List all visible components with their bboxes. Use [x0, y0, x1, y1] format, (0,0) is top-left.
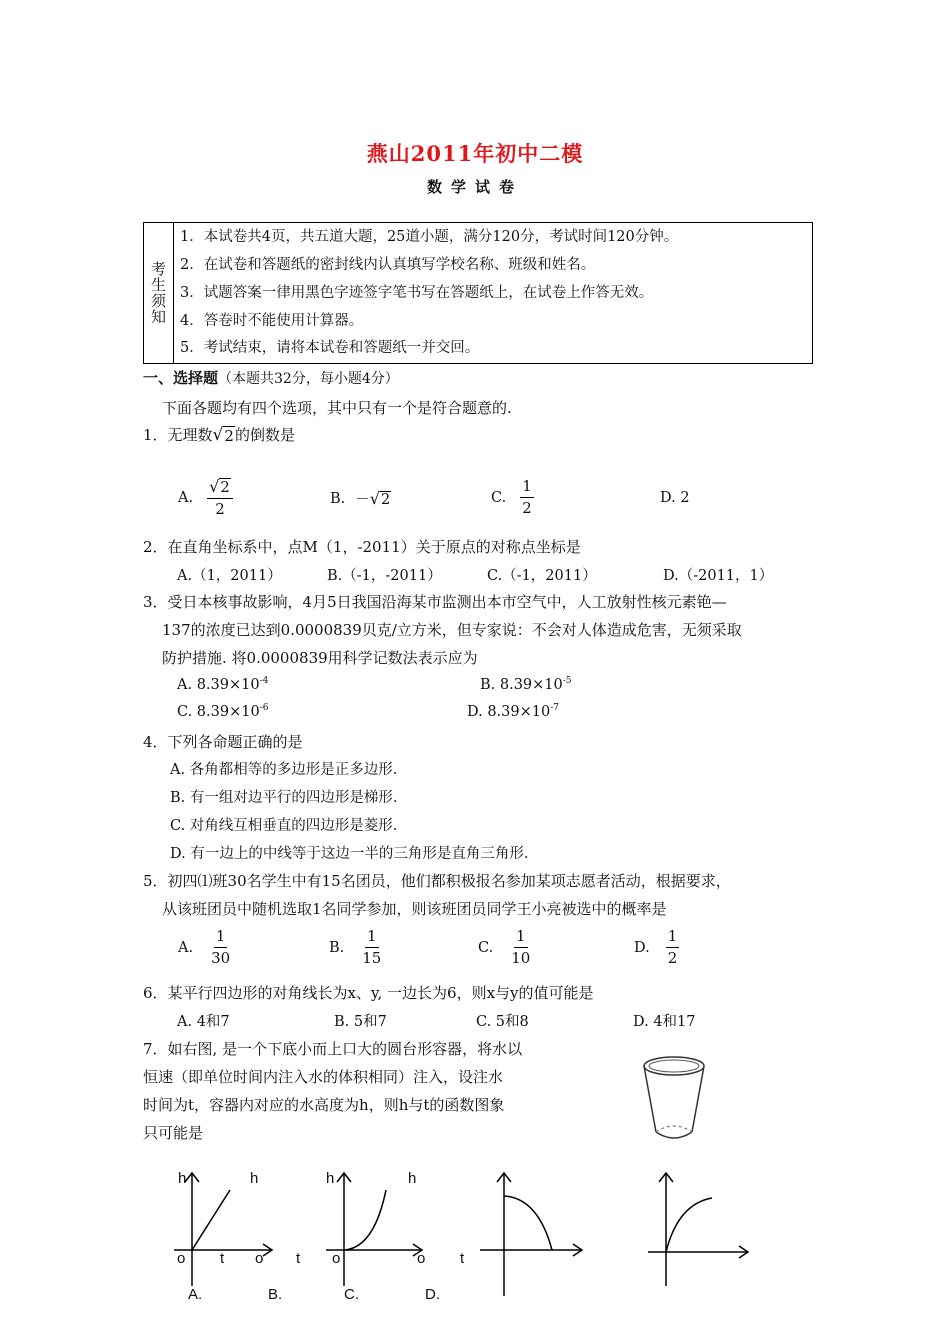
q5-option-c: C. $\frac{1}{10}$ — [478, 927, 531, 968]
q5-option-d: D. $\frac{1}{2}$ — [634, 927, 678, 968]
q5-a-den: 30 — [211, 949, 231, 968]
q5-d-num: 1 — [666, 928, 680, 948]
question-5-line: 从该班团员中随机选取1名同学参加，则该班团员同学王小亮被选中的概率是 — [162, 900, 667, 918]
q4-option-a: A. 各角都相等的多边形是正多边形. — [170, 762, 398, 778]
q4-option-c: C. 对角线互相垂直的四边形是菱形. — [170, 818, 398, 834]
exam-subtitle: 数学试卷 — [426, 178, 523, 196]
graph-c-origin-label: o — [417, 1250, 426, 1267]
question-7-line: 时间为t，容器内对应的水高度为h，则h与t的函数图象 — [143, 1096, 505, 1114]
q5-option-a: A. $\frac{1}{30}$ — [178, 927, 231, 968]
graph-b-origin-label: o — [255, 1250, 264, 1267]
sqrt-symbol: √ 2 — [212, 425, 234, 445]
exam-notice-box — [143, 222, 813, 364]
graph-b-h-label-2: h — [408, 1170, 417, 1187]
question-6-stem: 6．某平行四边形的对角线长为x、y, 一边长为6，则x与y的值可能是 — [143, 984, 594, 1002]
q1-c-fraction — [520, 478, 534, 518]
q1-a-radicand: 2 — [220, 478, 230, 497]
graph-c — [480, 1168, 590, 1298]
q1-a-fraction: √ 2 2 — [207, 478, 233, 519]
graph-b-t-label: t — [296, 1250, 301, 1267]
section-instruction: 下面各题均有四个选项，其中只有一个是符合题意的. — [162, 399, 512, 417]
question-3-line: 防护措施. 将0.0000839用科学记数法表示应为 — [162, 649, 478, 667]
graph-a — [172, 1168, 282, 1288]
q5-b-num: 1 — [365, 928, 379, 948]
q1-stem-before: 1．无理数 — [143, 426, 213, 444]
q3-option-b: B. $8.39\times 10^{-5}$ — [480, 676, 572, 693]
q1-c-label: C. — [491, 489, 507, 506]
q6-option-b: B. 5和7 — [334, 1014, 387, 1030]
graph-c-option-label: C. — [344, 1286, 359, 1303]
q4-option-b: B. 有一组对边平行的四边形是梯形. — [170, 790, 398, 806]
q1-b-label: B. — [330, 490, 346, 507]
graph-a-t-label: t — [220, 1250, 225, 1267]
q1-a-label: A. — [178, 490, 194, 507]
section-title: 一、选择题 — [143, 369, 219, 387]
q2-option-d: D.（-2011，1） — [663, 568, 774, 584]
question-7-line: 7．如右图, 是一个下底小而上口大的圆台形容器，将水以 — [143, 1040, 523, 1058]
notice-item: 3．试题答案一律用黑色字迹签字笔书写在答题纸上，在试卷上作答无效。 — [180, 285, 654, 301]
graph-a-curve — [192, 1190, 230, 1250]
q5-b-den: 15 — [362, 949, 382, 968]
graph-a-origin-label: o — [177, 1250, 186, 1267]
q1-stem-after: 的倒数是 — [234, 426, 295, 444]
graph-b-h-label: h — [326, 1170, 335, 1187]
graph-d-option-label: D. — [425, 1286, 440, 1303]
q1-radicand: 2 — [224, 427, 234, 445]
q1-b-sign: － — [355, 492, 370, 508]
graph-b-curve — [344, 1190, 386, 1250]
q2-option-b: B.（-1，-2011） — [327, 568, 442, 584]
q5-a-num: 1 — [214, 928, 228, 948]
question-1-stem — [143, 424, 295, 445]
exam-title: 燕山2011年初中二模 — [366, 141, 584, 166]
graph-a-option-label: A. — [188, 1286, 203, 1303]
notice-item: 5．考试结束，请将本试卷和答题纸一并交回。 — [180, 340, 480, 356]
q5-c-den: 10 — [511, 949, 531, 968]
graph-d-curve — [666, 1198, 712, 1252]
question-3-line: 137的浓度已达到0.0000839贝克/立方米，但专家说：不会对人体造成危害，无须采取 — [162, 621, 742, 639]
graph-b-origin-label-2: o — [332, 1250, 341, 1267]
frustum-cup-figure — [636, 1052, 716, 1148]
q4-option-d: D. 有一边上的中线等于这边一半的三角形是直角三角形. — [170, 846, 529, 862]
q6-option-a: A. 4和7 — [177, 1014, 230, 1030]
notice-item: 1．本试卷共4页，共五道大题，25道小题，满分120分，考试时间120分钟。 — [180, 229, 679, 245]
q3-option-a: A. $8.39\times 10^{-4}$ — [177, 676, 269, 693]
question-5-line: 5．初四⑴班30名学生中有15名团员，他们都积极报名参加某项志愿者活动，根据要求， — [143, 872, 731, 890]
q2-option-c: C.（-1，2011） — [487, 568, 597, 584]
q3-option-d: D. $8.39\times 10^{-7}$ — [467, 703, 559, 720]
q3-b-exponent: -5 — [562, 676, 572, 686]
q1-option-b: B. － √ 2 — [330, 489, 391, 508]
q3-d-exponent: -7 — [550, 703, 559, 713]
q3-a-exponent: -4 — [259, 676, 269, 686]
q5-c-num: 1 — [514, 928, 528, 948]
q5-option-b: B. $\frac{1}{15}$ — [329, 927, 382, 968]
notice-item: 2．在试卷和答题纸的密封线内认真填写学校名称、班级和姓名。 — [180, 257, 596, 273]
notice-item: 4．答卷时不能使用计算器。 — [180, 313, 364, 329]
question-2-stem: 2．在直角坐标系中，点M（1，-2011）关于原点的对称点坐标是 — [143, 538, 581, 556]
graph-b-option-label: B. — [268, 1286, 283, 1303]
q3-c-exponent: -6 — [259, 703, 269, 713]
q1-c-den: 2 — [522, 499, 532, 518]
question-3-line: 3．受日本核事故影响，4月5日我国沿海某市监测出本市空气中，人工放射性核元素铯— — [143, 593, 727, 611]
graph-d — [648, 1168, 758, 1288]
section-note: （本题共32分，每小题4分） — [218, 371, 399, 387]
graph-a-h-label-2: h — [250, 1170, 259, 1187]
question-7-line: 只可能是 — [143, 1124, 204, 1142]
q5-d-den: 2 — [667, 949, 678, 968]
question-7-line: 恒速（即单位时间内注入水的体积相同）注入，设注水 — [143, 1068, 504, 1086]
section-heading — [143, 367, 399, 388]
graph-c-t-label: t — [460, 1250, 465, 1267]
q2-option-a: A.（1，2011） — [177, 568, 282, 584]
q1-b-radicand: 2 — [380, 492, 391, 508]
notice-label: 考生须知 — [144, 223, 174, 363]
q6-option-d: D. 4和17 — [633, 1014, 696, 1030]
q1-a-den: 2 — [215, 500, 225, 519]
question-4-stem: 4．下列各命题正确的是 — [143, 733, 303, 751]
q1-option-d: D. 2 — [660, 490, 690, 506]
q6-option-c: C. 5和8 — [476, 1014, 529, 1030]
graph-c-curve — [504, 1196, 552, 1250]
q1-option-a — [178, 478, 233, 519]
q3-option-c: C. $8.39\times 10^{-6}$ — [177, 703, 269, 720]
graph-a-h-label: h — [178, 1170, 187, 1187]
q1-c-num: 1 — [520, 478, 534, 498]
q1-option-c — [491, 478, 534, 518]
